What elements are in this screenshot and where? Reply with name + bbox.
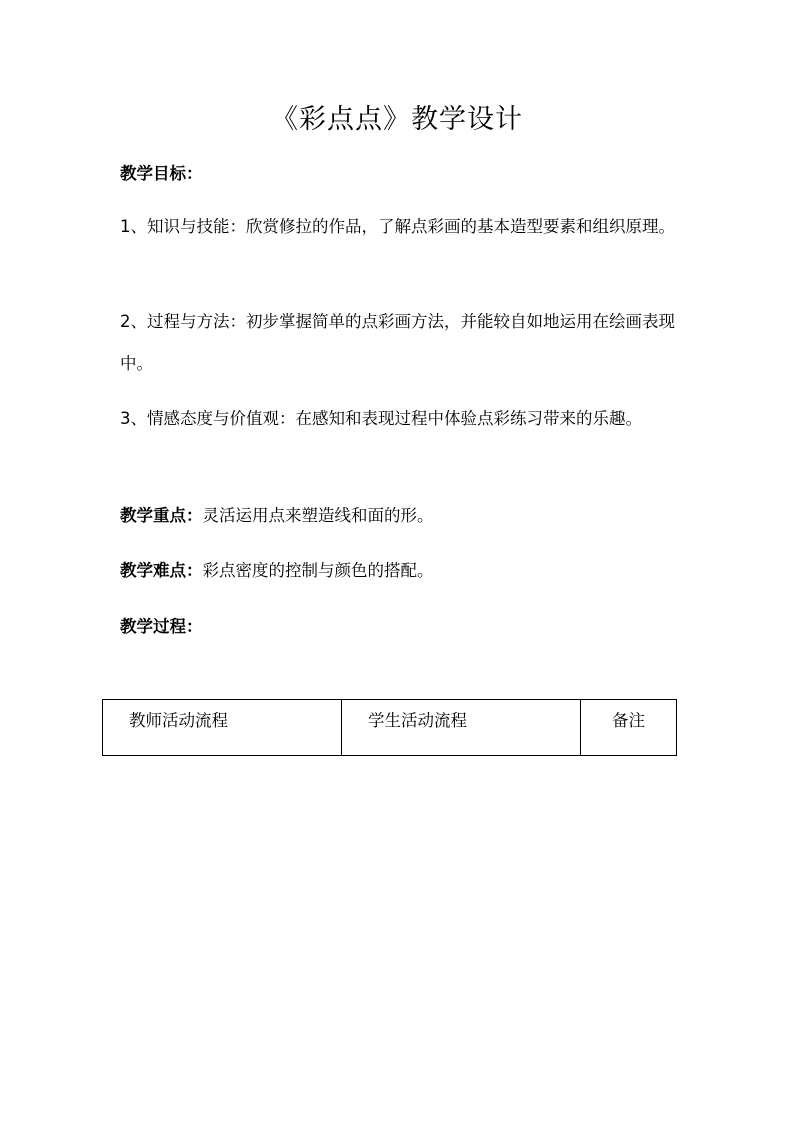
process-table-grid [102,699,677,756]
objective-item-2: 2、过程与方法：初步掌握简单的点彩画方法，并能较自如地运用在绘画表现中。 [120,312,675,373]
difficulty-label: 教学难点： [120,561,203,580]
table-row [103,700,677,756]
process-table [102,699,677,756]
key-point-paragraph [120,495,680,537]
table-header-teacher: 教师活动流程 [103,700,342,756]
process-heading: 教学过程： [120,617,203,636]
objective-item-3: 3、情感态度与价值观：在感知和表现过程中体验点彩练习带来的乐趣。 [120,409,642,428]
key-point-label: 教学重点： [120,506,203,525]
table-header-remarks: 备注 [581,700,677,756]
objective-item-1: 1、知识与技能：欣赏修拉的作品，了解点彩画的基本造型要素和组织原理。 [120,217,675,236]
document-title: 《彩点点》教学设计 [271,104,523,135]
key-point-text: 灵活运用点来塑造线和面的形。 [202,506,434,525]
objectives-heading: 教学目标： [120,164,203,183]
difficulty-paragraph [120,550,680,592]
difficulty-text: 彩点密度的控制与颜色的搭配。 [202,561,434,580]
table-header-student: 学生活动流程 [342,700,581,756]
